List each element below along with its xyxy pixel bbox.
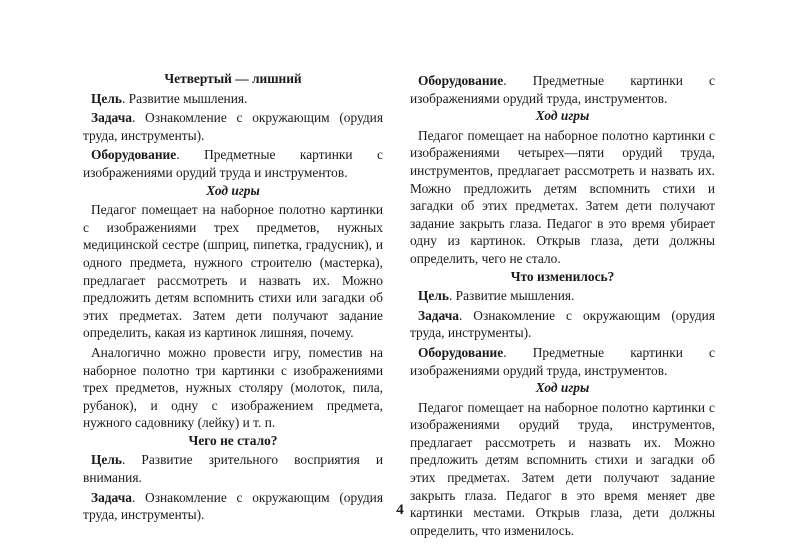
game-description-paragraph: Педагог помещает на наборное полотно картинки с изображениями орудий труда, инструментов, предлагает рассмотреть и назвать их. Можно предложить детям вспомнить стихи и загадки об этих предметах. Затем дети получают задание закрыть глаза. Педагог в это время меняет две картинки местами. Открыв глаза, дети должны определить, что изменилось. <box>410 399 715 538</box>
page-number: 4 <box>396 502 404 518</box>
equipment-term: Оборудование <box>418 73 504 88</box>
task-line <box>83 109 383 144</box>
task-term: Задача <box>91 489 132 505</box>
course-of-game-heading: Ход игры <box>535 380 590 396</box>
equipment-line <box>410 72 715 107</box>
task-line <box>410 307 715 342</box>
game-title-fourth-odd: Четвертый — лишний <box>164 71 302 86</box>
equipment-term: Оборудование <box>91 147 177 163</box>
goal-term: Цель <box>418 288 449 304</box>
right-column <box>410 70 715 539</box>
equipment-text: . Предметные картинки с изображениями орудий труда и инструментов. <box>83 147 383 180</box>
left-column <box>83 70 383 524</box>
task-text: . Ознакомление с окружающим (орудия труда, инструменты). <box>83 110 383 143</box>
course-of-game-heading: Ход игры <box>206 182 260 198</box>
task-term: Задача <box>418 307 459 323</box>
goal-text: . Развитие зрительного восприятия и внимания. <box>83 452 383 486</box>
equipment-term: Оборудование <box>418 344 504 360</box>
task-term: Задача <box>91 110 132 126</box>
goal-text: . Развитие мышления. <box>121 90 248 106</box>
goal-term: Цель <box>91 90 122 106</box>
game-description-paragraph: Педагог помещает на наборное полотно картинки с изображениями четырех—пяти орудий труда, инструментов, предлагает рассмотреть и назвать их. Можно предложить детям вспомнить стихи и загадки об этих предметах. Затем дети получают задание закрыть глаза. Педагог в это время убирает одну из картинок. Открыв глаза, дети должны определить, чего не стало. <box>410 127 715 266</box>
goal-line <box>83 451 383 486</box>
game-variation-paragraph: Аналогично можно провести игру, поместив на наборное полотно три картинки с изображениями трех предметов, нужных столяру (молоток, пила, рубанок), и одну с изображением предмета, нужного садовнику (лейку) и т. п. <box>83 344 383 431</box>
equipment-line <box>83 146 383 181</box>
game-title-what-missing: Чего не стало? <box>188 432 278 448</box>
equipment-line <box>410 344 715 379</box>
task-text: . Ознакомление с окружающим (орудия труда, инструменты). <box>410 307 715 341</box>
course-of-game-heading: Ход игры <box>535 108 590 124</box>
goal-term: Цель <box>91 452 122 468</box>
equipment-text: . Предметные картинки с изображениями орудий труда, инструментов. <box>410 73 715 106</box>
goal-line <box>410 287 715 305</box>
game-title-what-changed: Что изменилось? <box>510 268 615 284</box>
game-description-paragraph: Педагог помещает на наборное полотно картинки с изображениями трех предметов, нужных медицинской сестре (шприц, пипетка, градусник), и одного предмета, нужного строителю (мастерка), предлагает рассмотреть и назвать их. Можно предложить детям вспомнить стихи или загадки об этих предметах. Затем дети получают задание определить, какая из картинок лишняя, почему. <box>83 202 383 341</box>
equipment-text: . Предметные картинки с изображениями орудий труда, инструментов. <box>410 344 715 378</box>
goal-line <box>83 90 383 108</box>
goal-text: . Развитие мышления. <box>448 288 575 304</box>
task-text: . Ознакомление с окружающим (орудия труда, инструменты). <box>83 489 383 523</box>
